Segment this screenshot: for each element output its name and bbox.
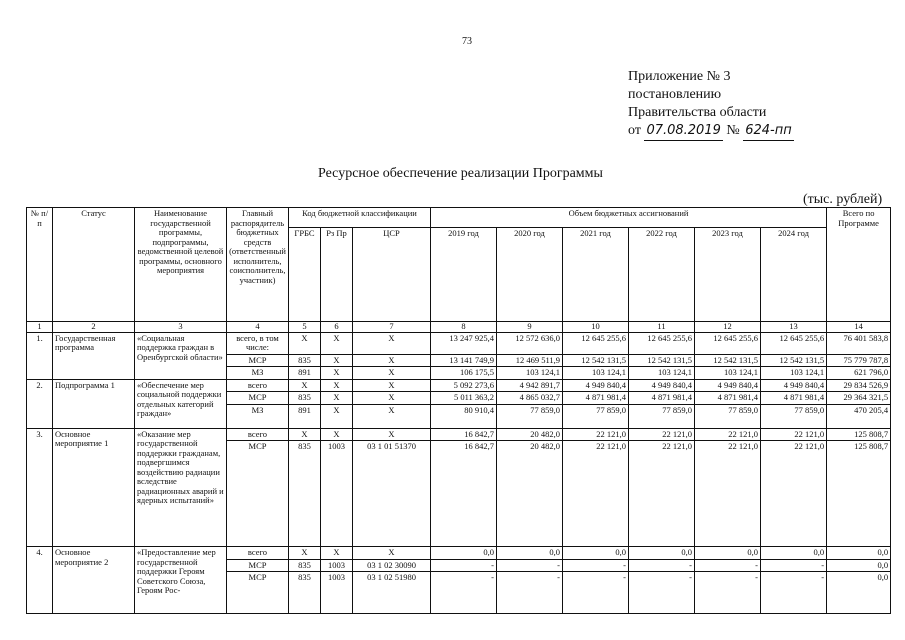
row-code: 1003 xyxy=(321,559,353,572)
row-value: 4 949 840,4 xyxy=(563,379,629,392)
table-row xyxy=(27,428,891,441)
row-value: 77 859,0 xyxy=(695,404,761,428)
row-code: 03 1 01 51370 xyxy=(353,441,431,547)
row-value: 12 542 131,5 xyxy=(563,354,629,367)
table-row xyxy=(27,332,891,354)
row-manager: МСР xyxy=(227,392,289,405)
row-value: 77 859,0 xyxy=(629,404,695,428)
row-value: 0,0 xyxy=(761,547,827,560)
row-code: Х xyxy=(289,547,321,560)
col-number: 1 xyxy=(27,322,53,333)
row-value: 12 469 511,9 xyxy=(497,354,563,367)
column-number-row xyxy=(27,322,891,333)
row-value: - xyxy=(563,572,629,614)
row-value: 12 645 255,6 xyxy=(761,332,827,354)
row-value: 4 949 840,4 xyxy=(695,379,761,392)
row-code: 891 xyxy=(289,404,321,428)
row-value: 4 871 981,4 xyxy=(695,392,761,405)
header-2021: 2021 год xyxy=(563,228,629,322)
row-code: Х xyxy=(321,392,353,405)
row-value: 103 124,1 xyxy=(629,367,695,380)
section-num: 2. xyxy=(27,379,53,428)
col-number: 11 xyxy=(629,322,695,333)
row-value: 12 645 255,6 xyxy=(629,332,695,354)
row-manager: МСР xyxy=(227,441,289,547)
row-value: - xyxy=(629,559,695,572)
row-value: 5 092 273,6 xyxy=(431,379,497,392)
row-value: 0,0 xyxy=(827,547,891,560)
row-code: Х xyxy=(321,354,353,367)
col-number: 14 xyxy=(827,322,891,333)
row-value: 22 121,0 xyxy=(629,441,695,547)
header-2024: 2024 год xyxy=(761,228,827,322)
appendix-line-4 xyxy=(628,122,794,141)
section-num: 3. xyxy=(27,428,53,547)
section-name: «Оказание мер государственной поддержки гражданам, подвергшимся воздействию радиации вследствие радиационных аварий и ядерных испытаний» xyxy=(135,428,227,547)
section-num: 4. xyxy=(27,547,53,614)
row-value: 29 834 526,9 xyxy=(827,379,891,392)
header-2022: 2022 год xyxy=(629,228,695,322)
col-number: 8 xyxy=(431,322,497,333)
header-status: Статус xyxy=(53,208,135,322)
header-2020: 2020 год xyxy=(497,228,563,322)
appendix-date: 07.08.2019 xyxy=(644,122,722,141)
col-number: 2 xyxy=(53,322,135,333)
table-row xyxy=(27,379,891,392)
row-manager: МСР xyxy=(227,354,289,367)
row-value: - xyxy=(431,572,497,614)
appendix-line-1: Приложение № 3 xyxy=(628,69,731,84)
row-value: - xyxy=(497,572,563,614)
row-value: 12 645 255,6 xyxy=(563,332,629,354)
row-value: 22 121,0 xyxy=(761,441,827,547)
row-value: 12 542 131,5 xyxy=(695,354,761,367)
row-manager: всего, в том числе: xyxy=(227,332,289,354)
row-value: 12 645 255,6 xyxy=(695,332,761,354)
section-name: «Социальная поддержка граждан в Оренбургской области» xyxy=(135,332,227,379)
row-value: 20 482,0 xyxy=(497,441,563,547)
col-number: 9 xyxy=(497,322,563,333)
appendix-from: от xyxy=(628,123,641,138)
row-value: 621 796,0 xyxy=(827,367,891,380)
row-manager: МЗ xyxy=(227,404,289,428)
section-status: Подпрограмма 1 xyxy=(53,379,135,428)
row-value: 80 910,4 xyxy=(431,404,497,428)
row-code: Х xyxy=(353,404,431,428)
row-value: - xyxy=(695,559,761,572)
row-value: 103 124,1 xyxy=(497,367,563,380)
row-value: 12 572 636,0 xyxy=(497,332,563,354)
row-code: Х xyxy=(321,428,353,441)
col-number: 7 xyxy=(353,322,431,333)
row-code: 1003 xyxy=(321,441,353,547)
row-code: Х xyxy=(353,332,431,354)
page-title: Ресурсное обеспечение реализации Программы xyxy=(318,166,603,181)
appendix-block xyxy=(628,68,794,141)
row-code: 835 xyxy=(289,559,321,572)
row-value: 22 121,0 xyxy=(695,441,761,547)
row-value: - xyxy=(695,572,761,614)
row-code: Х xyxy=(321,367,353,380)
row-code: 1003 xyxy=(321,572,353,614)
row-value: 4 871 981,4 xyxy=(563,392,629,405)
row-code: Х xyxy=(353,392,431,405)
row-value: 0,0 xyxy=(563,547,629,560)
row-value: 22 121,0 xyxy=(563,441,629,547)
row-code: Х xyxy=(353,547,431,560)
appendix-number: 624-пп xyxy=(743,122,794,141)
header-num: № п/п xyxy=(27,208,53,322)
row-value: 22 121,0 xyxy=(695,428,761,441)
appendix-line-2: постановлению xyxy=(628,87,722,102)
row-value: 5 011 363,2 xyxy=(431,392,497,405)
header-2019: 2019 год xyxy=(431,228,497,322)
row-value: 12 542 131,5 xyxy=(629,354,695,367)
row-value: 0,0 xyxy=(695,547,761,560)
row-code: 03 1 02 51980 xyxy=(353,572,431,614)
row-value: - xyxy=(629,572,695,614)
header-2023: 2023 год xyxy=(695,228,761,322)
section-status: Основное мероприятие 1 xyxy=(53,428,135,547)
row-value: 22 121,0 xyxy=(563,428,629,441)
row-code: 835 xyxy=(289,441,321,547)
row-value: 0,0 xyxy=(431,547,497,560)
row-code: Х xyxy=(321,547,353,560)
appendix-num-sign: № xyxy=(726,123,740,138)
row-value: 22 121,0 xyxy=(629,428,695,441)
row-value: 22 121,0 xyxy=(761,428,827,441)
table-body xyxy=(27,332,891,614)
row-value: 16 842,7 xyxy=(431,428,497,441)
row-value: - xyxy=(497,559,563,572)
row-value: - xyxy=(761,559,827,572)
row-value: 0,0 xyxy=(497,547,563,560)
row-value: 77 859,0 xyxy=(761,404,827,428)
row-value: 16 842,7 xyxy=(431,441,497,547)
header-rzpr: Рз Пр xyxy=(321,228,353,322)
row-code: Х xyxy=(289,379,321,392)
row-value: 103 124,1 xyxy=(695,367,761,380)
col-number: 10 xyxy=(563,322,629,333)
row-value: - xyxy=(563,559,629,572)
row-value: 0,0 xyxy=(629,547,695,560)
section-name: «Обеспечение мер социальной поддержки отдельных категорий граждан» xyxy=(135,379,227,428)
row-manager: МСР xyxy=(227,572,289,614)
row-value: 4 949 840,4 xyxy=(629,379,695,392)
row-code: Х xyxy=(289,332,321,354)
row-value: 75 779 787,8 xyxy=(827,354,891,367)
row-value: 4 942 891,7 xyxy=(497,379,563,392)
row-code: 03 1 02 30090 xyxy=(353,559,431,572)
section-name: «Предоставление мер государственной поддержки Героям Советского Союза, Героям Рос- xyxy=(135,547,227,614)
row-code: Х xyxy=(353,354,431,367)
header-total: Всего по Программе xyxy=(827,208,891,322)
resource-table xyxy=(26,207,891,614)
row-code: Х xyxy=(353,379,431,392)
row-code: 835 xyxy=(289,392,321,405)
row-code: Х xyxy=(353,367,431,380)
row-value: 4 871 981,4 xyxy=(761,392,827,405)
row-code: 891 xyxy=(289,367,321,380)
row-value: - xyxy=(761,572,827,614)
page-number: 73 xyxy=(462,36,472,47)
row-manager: МЗ xyxy=(227,367,289,380)
row-value: 76 401 583,8 xyxy=(827,332,891,354)
col-number: 12 xyxy=(695,322,761,333)
col-number: 13 xyxy=(761,322,827,333)
units-label: (тыс. рублей) xyxy=(803,192,883,207)
section-status: Основное мероприятие 2 xyxy=(53,547,135,614)
row-value: - xyxy=(431,559,497,572)
row-value: 4 871 981,4 xyxy=(629,392,695,405)
row-value: 125 808,7 xyxy=(827,441,891,547)
header-csr: ЦСР xyxy=(353,228,431,322)
header-volume-group: Объем бюджетных ассигнований xyxy=(431,208,827,228)
row-value: 13 247 925,4 xyxy=(431,332,497,354)
row-code: Х xyxy=(353,428,431,441)
row-code: 835 xyxy=(289,354,321,367)
row-value: 106 175,5 xyxy=(431,367,497,380)
row-manager: всего xyxy=(227,379,289,392)
row-value: 77 859,0 xyxy=(563,404,629,428)
section-status: Государственная программа xyxy=(53,332,135,379)
col-number: 3 xyxy=(135,322,227,333)
col-number: 6 xyxy=(321,322,353,333)
col-number: 4 xyxy=(227,322,289,333)
row-value: 13 141 749,9 xyxy=(431,354,497,367)
header-grbs: ГРБС xyxy=(289,228,321,322)
row-code: Х xyxy=(321,379,353,392)
header-manager: Главный распорядитель бюджетных средств (ответственный исполнитель, соисполнитель, участник) xyxy=(227,208,289,322)
row-value: 103 124,1 xyxy=(563,367,629,380)
row-manager: всего xyxy=(227,428,289,441)
row-value: 103 124,1 xyxy=(761,367,827,380)
header-name: Наименование государственной программы, подпрограммы, ведомственной целевой программы, основного мероприятия xyxy=(135,208,227,322)
row-manager: МСР xyxy=(227,559,289,572)
table-row xyxy=(27,547,891,560)
row-value: 125 808,7 xyxy=(827,428,891,441)
col-number: 5 xyxy=(289,322,321,333)
row-value: 29 364 321,5 xyxy=(827,392,891,405)
row-manager: всего xyxy=(227,547,289,560)
row-value: 470 205,4 xyxy=(827,404,891,428)
row-code: 835 xyxy=(289,572,321,614)
row-code: Х xyxy=(321,332,353,354)
row-code: Х xyxy=(289,428,321,441)
row-code: Х xyxy=(321,404,353,428)
appendix-line-3: Правительства области xyxy=(628,105,767,120)
header-code-group: Код бюджетной классификации xyxy=(289,208,431,228)
row-value: 77 859,0 xyxy=(497,404,563,428)
row-value: 4 865 032,7 xyxy=(497,392,563,405)
section-num: 1. xyxy=(27,332,53,379)
row-value: 0,0 xyxy=(827,572,891,614)
row-value: 0,0 xyxy=(827,559,891,572)
row-value: 4 949 840,4 xyxy=(761,379,827,392)
row-value: 12 542 131,5 xyxy=(761,354,827,367)
row-value: 20 482,0 xyxy=(497,428,563,441)
